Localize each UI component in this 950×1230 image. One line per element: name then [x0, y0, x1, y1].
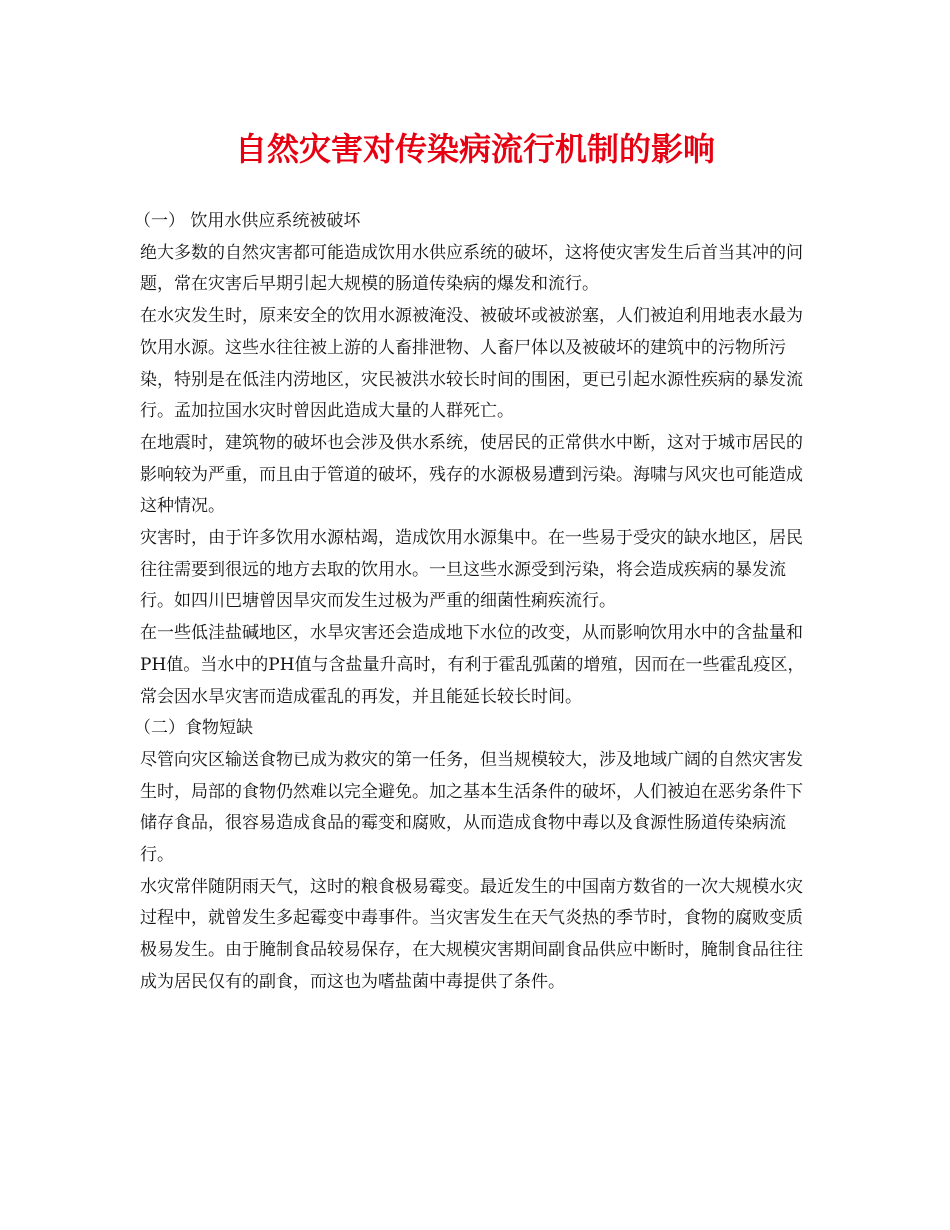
paragraph: 在一些低洼盐碱地区，水旱灾害还会造成地下水位的改变，从而影响饮用水中的含盐量和PH值。当水中的PH值与含盐量升高时，有利于霍乱弧菌的增殖，因而在一些霍乱疫区，常会因水旱灾害而造成霍乱的再发，并且能延长较长时间。 [140, 623, 805, 707]
section-heading: （二）食物短缺 [134, 718, 253, 739]
paragraph: 灾害时，由于许多饮用水源枯竭，造成饮用水源集中。在一些易于受灾的缺水地区，居民往往需要到很远的地方去取的饮用水。一旦这些水源受到污染，将会造成疾病的暴发流行。如四川巴塘曾因旱灾而发生过极为严重的细菌性痢疾流行。 [140, 528, 803, 612]
document-body [134, 206, 816, 999]
paragraph: 水灾常伴随阴雨天气，这时的粮食极易霉变。最近发生的中国南方数省的一次大规模水灾过程中，就曾发生多起霉变中毒事件。当灾害发生在天气炎热的季节时，食物的腐败变质极易发生。由于腌制食品较易保存，在大规模灾害期间副食品供应中断时，腌制食品往往成为居民仅有的副食，而这也为嗜盐菌中毒提供了条件。 [140, 876, 803, 992]
paragraph: 在地震时，建筑物的破坏也会涉及供水系统，使居民的正常供水中断，这对于城市居民的影响较为严重，而且由于管道的破坏，残存的水源极易遭到污染。海啸与风灾也可能造成这种情况。 [140, 432, 803, 517]
paragraph: 绝大多数的自然灾害都可能造成饮用水供应系统的破坏，这将使灾害发生后首当其冲的问题，常在灾害后早期引起大规模的肠道传染病的爆发和流行。 [140, 242, 803, 295]
paragraph: 尽管向灾区输送食物已成为救灾的第一任务，但当规模较大，涉及地域广阔的自然灾害发生时，局部的食物仍然难以完全避免。加之基本生活条件的破坏，人们被迫在恶劣条件下储存食品，很容易造成食品的霉变和腐败，从而造成食物中毒以及食源性肠道传染病流行。 [140, 749, 803, 866]
paragraph: 在水灾发生时，原来安全的饮用水源被淹没、被破坏或被淤塞，人们被迫利用地表水最为饮用水源。这些水往往被上游的人畜排泄物、人畜尸体以及被破坏的建筑中的污物所污染，特别是在低洼内涝地区，灾民被洪水较长时间的围困，更已引起水源性疾病的暴发流行。孟加拉国水灾时曾因此造成大量的人群死亡。 [140, 306, 803, 422]
section-heading: （一） 饮用水供应系统被破坏 [134, 211, 361, 231]
document-title: 自然灾害对传染病流行机制的影响 [234, 130, 715, 168]
